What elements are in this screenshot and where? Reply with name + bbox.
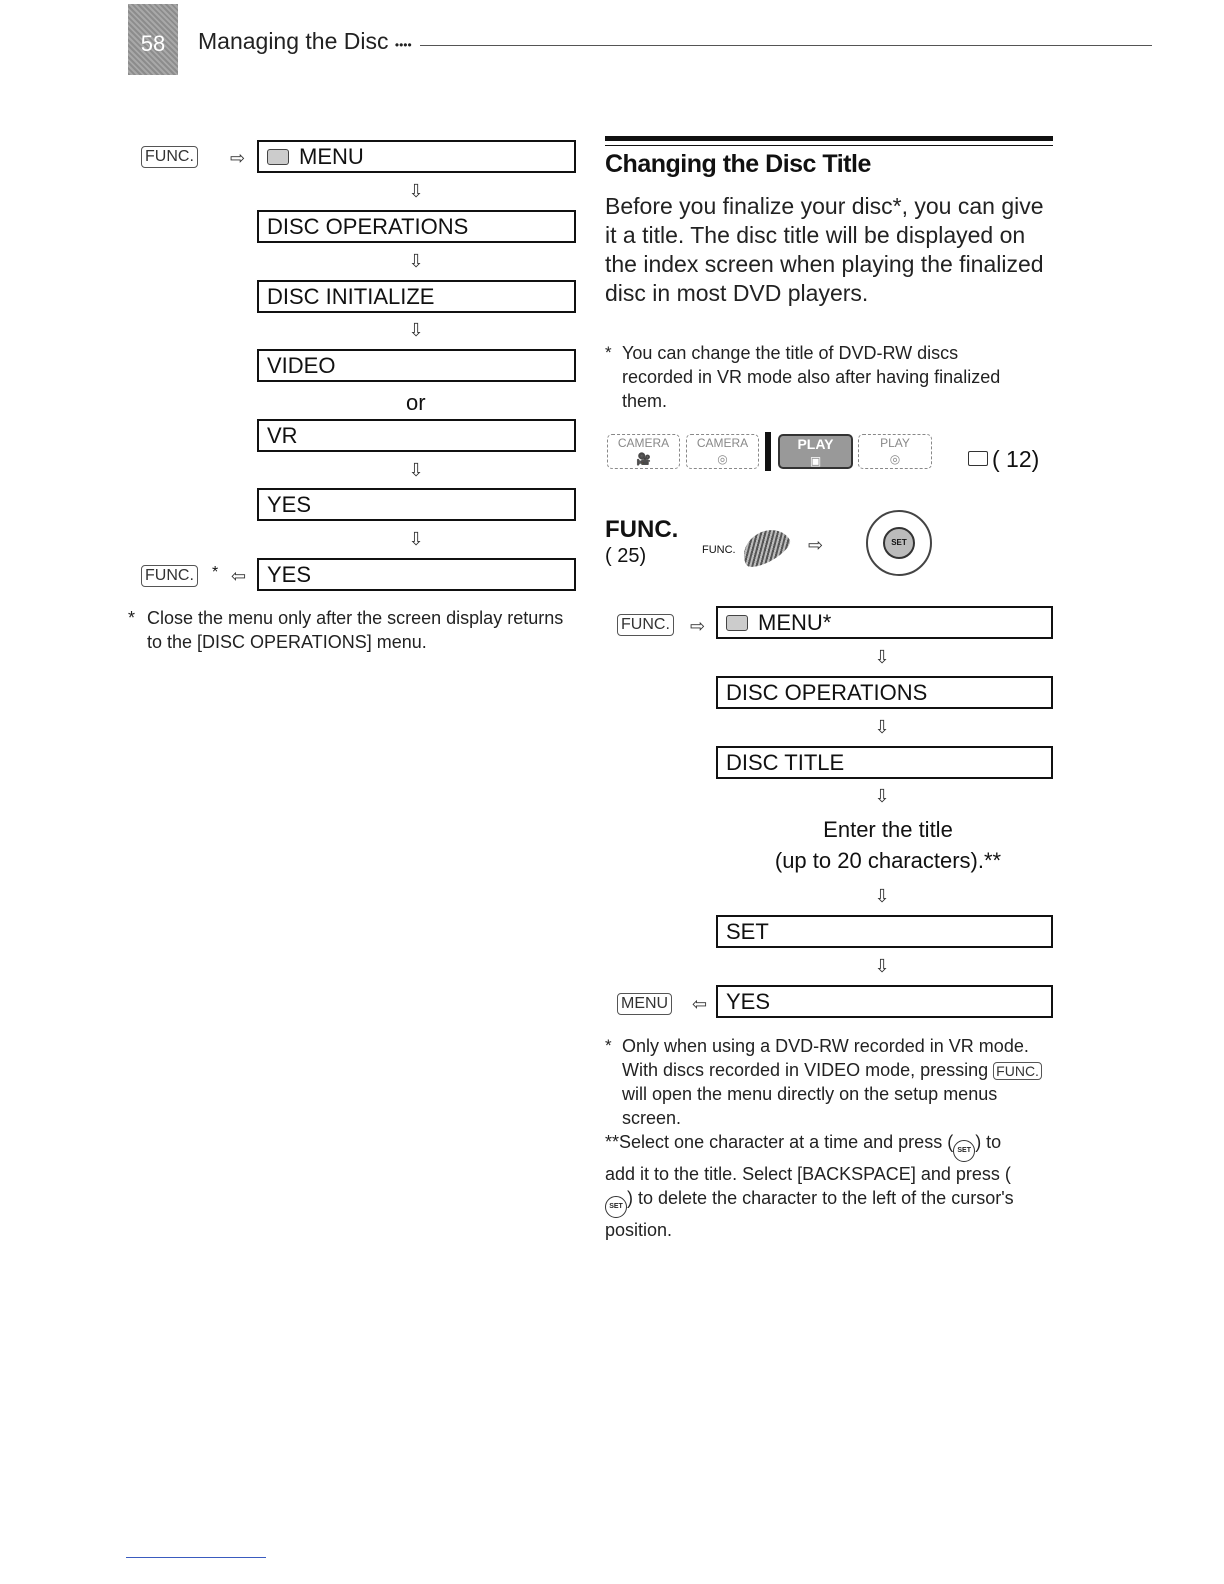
yes-box: YES (257, 488, 576, 521)
func-button-icon (736, 522, 794, 573)
note2-text-c: ) to delete the character to the left of the cursor's position. (605, 1188, 1014, 1240)
menu-star-box (716, 606, 1053, 639)
func-key: FUNC. (141, 146, 198, 168)
joystick-icon (866, 510, 932, 576)
footnote-marker: * (128, 608, 136, 628)
menu-icon (726, 615, 748, 631)
mode-play-photo-icon: PLAY ◎ (858, 434, 932, 469)
arrow-right-icon: ⇨ (230, 148, 246, 168)
func-key-right: FUNC. (617, 614, 674, 636)
arrow-down-icon: ⇩ (874, 647, 890, 667)
note2 (605, 1130, 1025, 1242)
page-number: 58 (140, 31, 166, 56)
arrow-down-icon: ⇩ (408, 529, 424, 549)
note1-text-b: will open the menu directly on the setup menus screen. (622, 1084, 998, 1128)
arrow-down-icon: ⇩ (874, 717, 890, 737)
disc-initialize-box: DISC INITIALIZE (257, 280, 576, 313)
enter-title-line2: (up to 20 characters).** (774, 848, 1002, 873)
yes-box-right: YES (716, 985, 1053, 1018)
note1 (622, 1034, 1042, 1130)
star-note-marker: * (605, 343, 612, 362)
mode-camera-photo-icon: CAMERA ◎ (686, 434, 759, 469)
or-label: or (406, 390, 426, 415)
arrow-down-icon: ⇩ (408, 460, 424, 480)
left-footnote: Close the menu only after the screen display returns to the [DISC OPERATIONS] menu. (147, 608, 564, 652)
note1-marker: * (605, 1036, 612, 1055)
note2-text-a: Select one character at a time and press ( (619, 1132, 954, 1152)
note1-func-key: FUNC. (993, 1062, 1042, 1080)
arrow-down-icon: ⇩ (408, 320, 424, 340)
mode-label: PLAY (797, 436, 834, 452)
arrow-right-icon: ⇨ (808, 535, 824, 555)
disc-operations-box-right: DISC OPERATIONS (716, 676, 1053, 709)
footer-rule (126, 1557, 266, 1558)
set-button-icon: SET (883, 527, 915, 559)
disc-title-box: DISC TITLE (716, 746, 1053, 779)
arrow-down-icon: ⇩ (874, 956, 890, 976)
mode-ref: ( 12) (968, 446, 1039, 473)
disc-operations-box: DISC OPERATIONS (257, 210, 576, 243)
menu-step-label: MENU (299, 144, 364, 169)
book-icon (968, 451, 988, 466)
section-rule (605, 136, 1053, 141)
page-number-tab (128, 4, 178, 75)
set-box: SET (716, 915, 1053, 948)
vr-box: VR (257, 419, 576, 452)
menu-star-label: MENU* (758, 610, 832, 635)
arrow-left-icon: ⇦ (692, 994, 708, 1014)
func-title: FUNC. (605, 516, 679, 543)
mode-label: PLAY (880, 436, 910, 450)
body-paragraph: Before you finalize your disc*, you can give it a title. The disc title will be displayed on the index screen when playing the finalized disc in most DVD players. (605, 193, 1044, 306)
mode-divider (765, 432, 771, 471)
mode-label: CAMERA (696, 436, 749, 450)
menu-step-box (257, 140, 576, 173)
note1-text-a: Only when using a DVD-RW recorded in VR mode. With discs recorded in VIDEO mode, pressing (622, 1036, 1029, 1080)
final-func-star: * (212, 564, 219, 581)
star-note: You can change the title of DVD-RW discs recorded in VR mode also after having finalized them. (622, 343, 1001, 411)
header-rule (420, 45, 1152, 46)
mode-label: CAMERA (617, 436, 670, 450)
func-ref: ( 25) (605, 545, 647, 567)
section-rule-thin (605, 145, 1053, 146)
note2-marker: ** (605, 1132, 620, 1152)
arrow-right-icon: ⇨ (690, 616, 706, 636)
final-func-key: FUNC. (141, 565, 198, 587)
set-button-icon: SET (605, 1196, 627, 1218)
header-title-text: Managing the Disc (198, 28, 389, 54)
menu-key: MENU (617, 993, 672, 1015)
arrow-left-icon: ⇦ (231, 566, 247, 586)
arrow-down-icon: ⇩ (874, 786, 890, 806)
note2-text-b: ) to add it to the title. Select [BACKSPACE] and press ( (605, 1132, 1011, 1184)
video-box: VIDEO (257, 349, 576, 382)
arrow-down-icon: ⇩ (874, 886, 890, 906)
final-yes-box: YES (257, 558, 576, 591)
section-title: Changing the Disc Title (605, 150, 871, 178)
arrow-down-icon: ⇩ (408, 251, 424, 271)
enter-title-line1: Enter the title (823, 817, 953, 842)
arrow-down-icon: ⇩ (408, 181, 424, 201)
header-dots: •••• (394, 38, 412, 52)
header-title (198, 28, 412, 55)
mode-play-movie-icon: PLAY ▣ (778, 434, 853, 469)
set-button-icon: SET (953, 1140, 975, 1162)
menu-icon (267, 149, 289, 165)
func-small-label: FUNC. (702, 544, 736, 556)
mode-camera-movie-icon: CAMERA 🎥 (607, 434, 680, 469)
